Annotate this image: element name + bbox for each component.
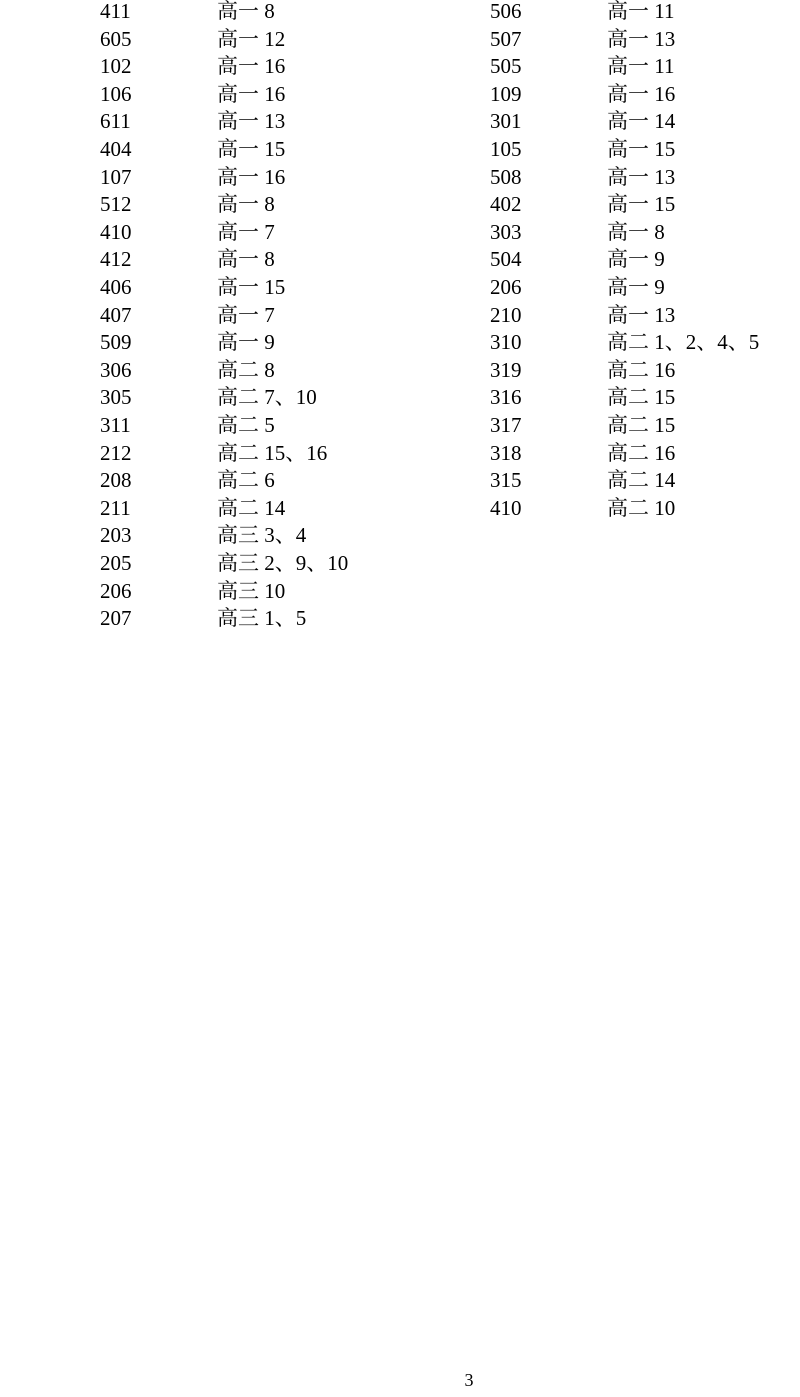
room-number: 507 <box>490 26 522 51</box>
class-assignment: 高二 14 <box>607 468 676 493</box>
class-assignment: 高二 6 <box>217 468 275 493</box>
room-number: 319 <box>490 357 522 382</box>
room-number: 109 <box>490 81 522 106</box>
class-assignment: 高二 16 <box>607 357 676 382</box>
room-number: 206 <box>490 275 522 299</box>
room-number: 208 <box>100 468 132 493</box>
class-assignment: 高二 5 <box>217 413 275 437</box>
room-number: 316 <box>490 385 522 410</box>
class-assignment: 高一 9 <box>607 275 665 299</box>
class-assignment: 高三 2、9、10 <box>217 551 349 575</box>
class-assignment: 高一 15 <box>607 192 676 217</box>
room-number: 303 <box>490 219 522 244</box>
class-assignment: 高一 8 <box>607 219 665 244</box>
class-assignment: 高二 15 <box>607 413 676 437</box>
room-number: 305 <box>100 385 132 410</box>
class-assignment: 高二 15 <box>607 385 676 410</box>
room-number: 404 <box>100 137 132 161</box>
class-assignment: 高一 11 <box>607 0 675 23</box>
class-assignment: 高一 11 <box>607 54 675 79</box>
room-number: 106 <box>100 81 132 106</box>
room-number: 509 <box>100 330 132 355</box>
class-assignment: 高三 1、5 <box>217 606 307 631</box>
class-assignment: 高一 12 <box>217 26 286 51</box>
class-assignment: 高一 16 <box>217 54 286 79</box>
class-assignment: 高一 8 <box>217 247 275 272</box>
room-number: 504 <box>490 247 522 272</box>
room-number: 207 <box>100 606 132 631</box>
class-assignment: 高三 10 <box>217 578 286 603</box>
class-assignment: 高二 15、16 <box>217 440 328 465</box>
class-assignment: 高二 14 <box>217 495 286 520</box>
page-number: 3 <box>464 1370 474 1390</box>
class-assignment: 高一 9 <box>607 247 665 272</box>
room-number: 317 <box>490 413 522 437</box>
room-number: 306 <box>100 357 132 382</box>
class-assignment: 高一 8 <box>217 0 275 23</box>
room-number: 407 <box>100 302 132 327</box>
room-number: 311 <box>100 413 131 437</box>
class-assignment: 高一 13 <box>607 164 676 189</box>
room-number: 410 <box>100 219 132 244</box>
class-assignment: 高一 15 <box>607 137 676 161</box>
room-number: 505 <box>490 54 522 79</box>
room-number: 212 <box>100 440 132 465</box>
room-number: 203 <box>100 523 132 548</box>
room-number: 506 <box>490 0 522 23</box>
class-assignment: 高二 1、2、4、5 <box>607 330 760 355</box>
room-number: 402 <box>490 192 522 217</box>
class-assignment: 高一 8 <box>217 192 275 217</box>
class-assignment: 高二 10 <box>607 495 676 520</box>
class-assignment: 高一 9 <box>217 330 275 355</box>
room-number: 412 <box>100 247 132 272</box>
room-number: 105 <box>490 137 522 161</box>
room-number: 210 <box>490 302 522 327</box>
class-assignment: 高一 13 <box>607 302 676 327</box>
class-assignment: 高二 7、10 <box>217 385 317 410</box>
room-number: 107 <box>100 164 132 189</box>
room-number: 102 <box>100 54 132 79</box>
class-assignment: 高一 16 <box>607 81 676 106</box>
class-assignment: 高一 15 <box>217 275 286 299</box>
class-assignment: 高一 7 <box>217 302 275 327</box>
class-assignment: 高一 16 <box>217 164 286 189</box>
room-number: 301 <box>490 109 522 134</box>
room-number: 206 <box>100 578 132 603</box>
class-assignment: 高一 7 <box>217 219 275 244</box>
class-assignment: 高一 14 <box>607 109 676 134</box>
class-assignment: 高二 8 <box>217 357 275 382</box>
room-number: 410 <box>490 495 522 520</box>
class-assignment: 高一 13 <box>607 26 676 51</box>
class-assignment: 高二 16 <box>607 440 676 465</box>
room-number: 205 <box>100 551 132 575</box>
room-number: 611 <box>100 109 131 134</box>
room-number: 508 <box>490 164 522 189</box>
room-number: 512 <box>100 192 132 217</box>
room-number: 310 <box>490 330 522 355</box>
class-assignment: 高一 13 <box>217 109 286 134</box>
class-assignment: 高三 3、4 <box>217 523 307 548</box>
class-assignment: 高一 15 <box>217 137 286 161</box>
class-assignment: 高一 16 <box>217 81 286 106</box>
room-number: 406 <box>100 275 132 299</box>
room-number: 315 <box>490 468 522 493</box>
room-number: 318 <box>490 440 522 465</box>
room-number: 605 <box>100 26 132 51</box>
room-number: 411 <box>100 0 131 23</box>
room-number: 211 <box>100 495 131 520</box>
